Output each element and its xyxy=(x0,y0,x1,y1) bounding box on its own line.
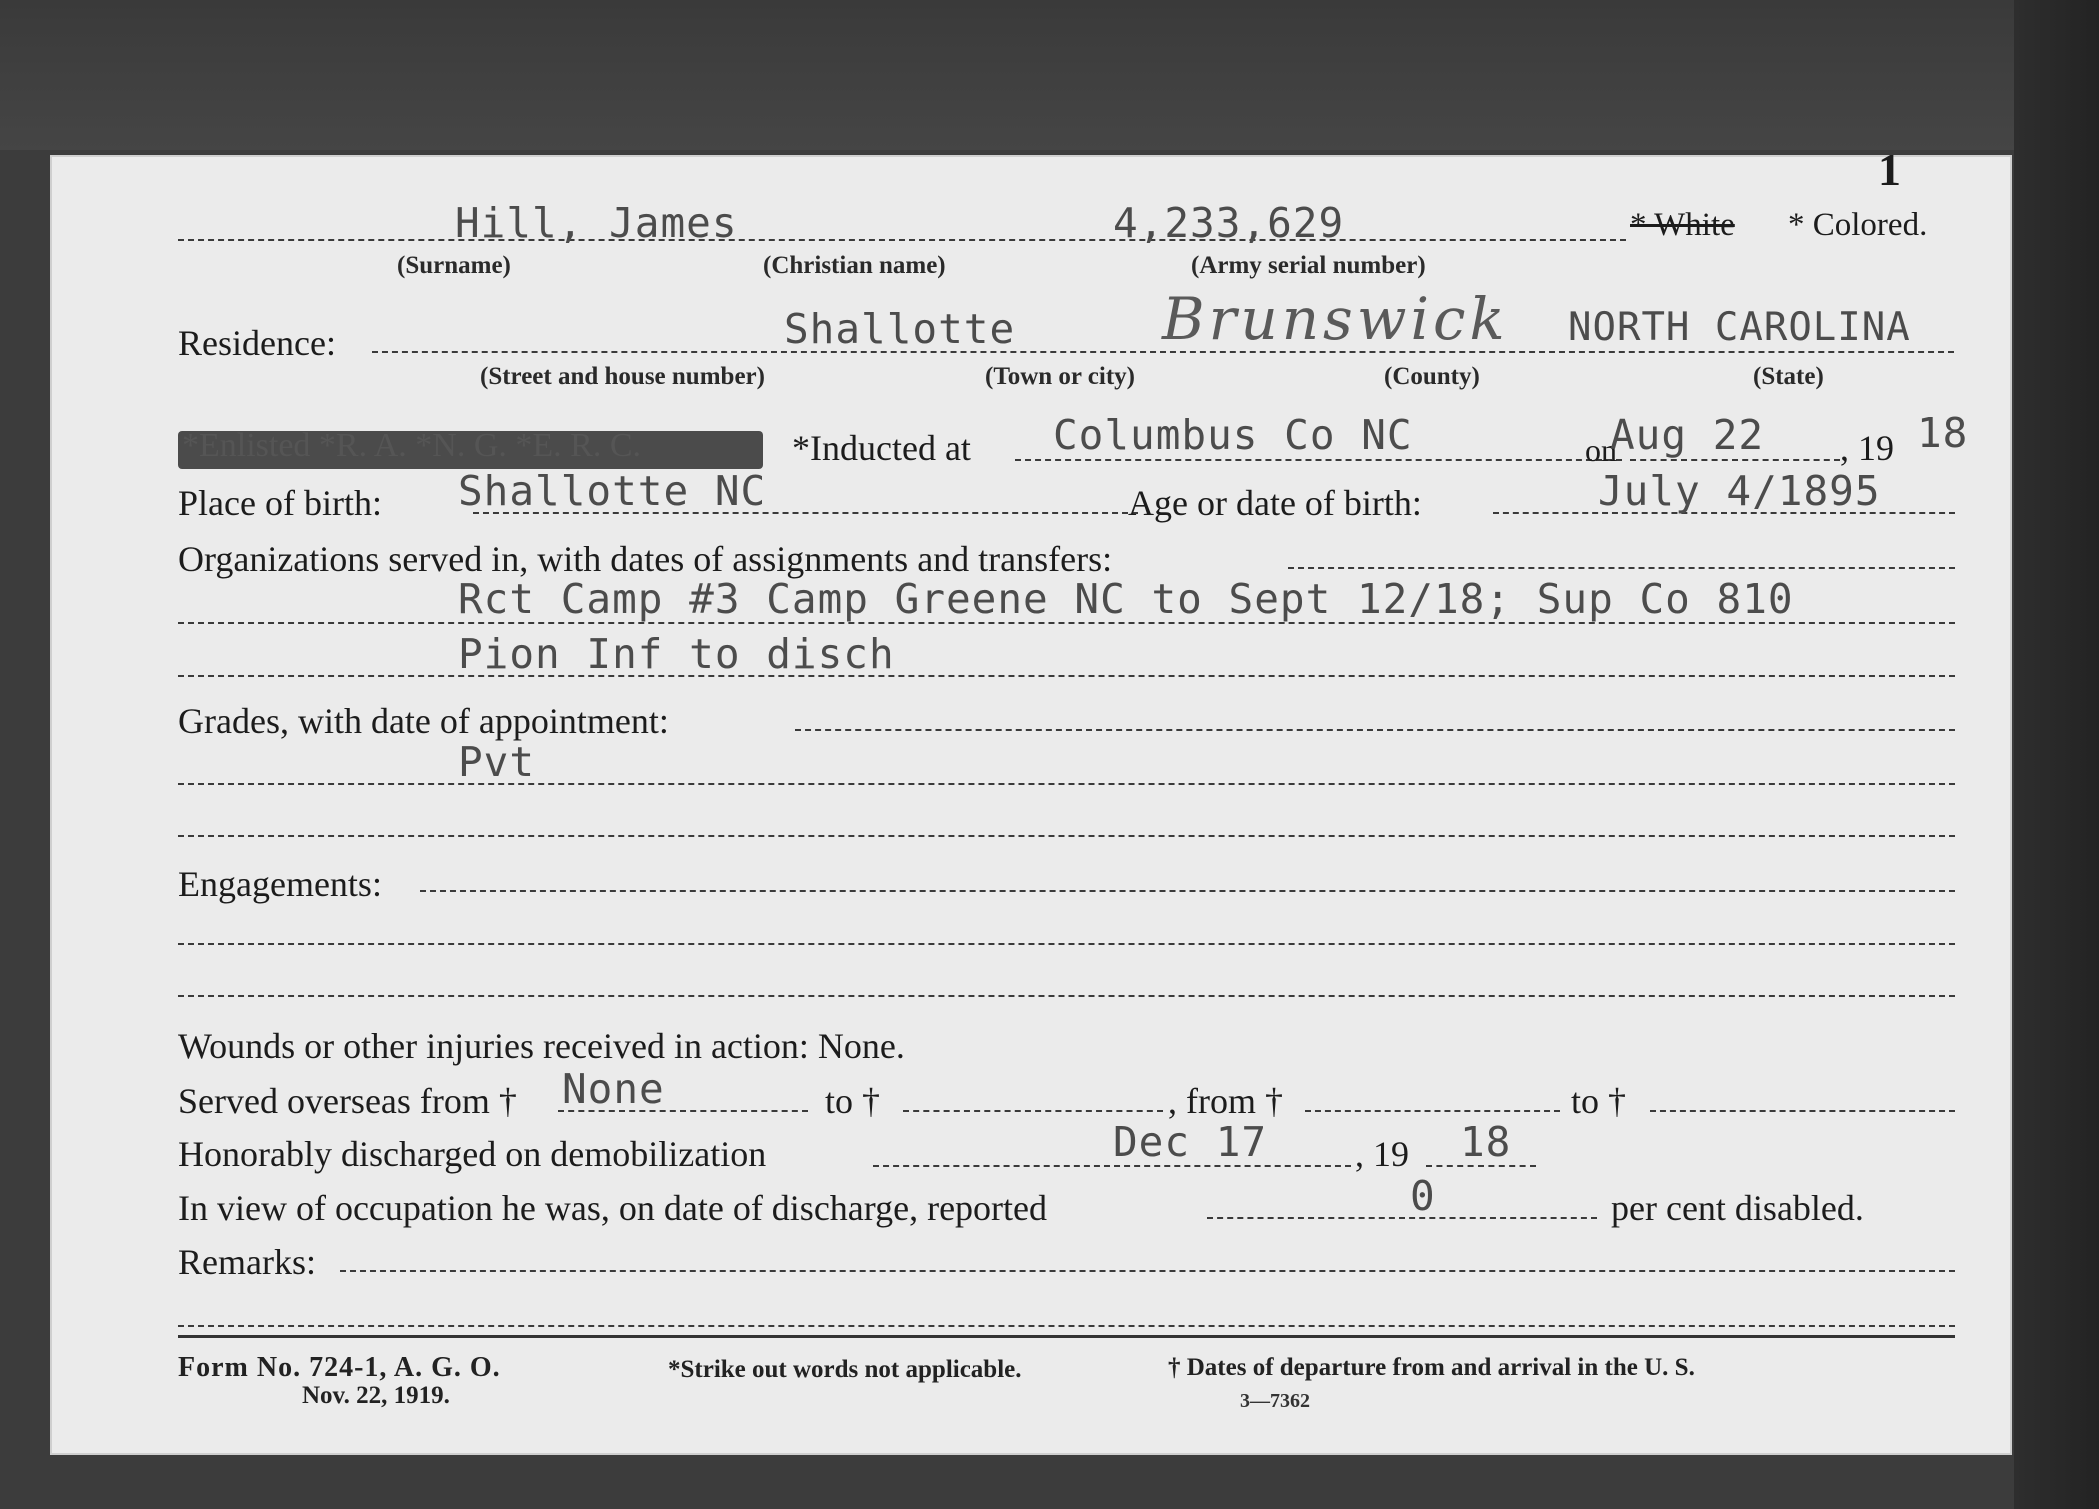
residence-state: NORTH CAROLINA xyxy=(1568,305,1911,350)
residence-label: Residence: xyxy=(178,323,336,363)
print-code: 3—7362 xyxy=(1240,1390,1310,1412)
overseas-label: Served overseas from † xyxy=(178,1081,517,1121)
name-line xyxy=(178,239,1626,241)
inducted-on-label: on xyxy=(1585,432,1617,468)
inducted-date-line xyxy=(1630,459,1840,461)
caption-state: (State) xyxy=(1753,363,1824,390)
caption-christian-name: (Christian name) xyxy=(763,252,946,279)
background-top xyxy=(0,0,2099,150)
serial-number-value: 4,233,629 xyxy=(1113,199,1345,247)
footer-rule xyxy=(178,1335,1955,1338)
disability-label: In view of occupation he was, on date of discharge, reported xyxy=(178,1188,1048,1228)
race-colored: * Colored. xyxy=(1788,207,1928,243)
inducted-line xyxy=(1015,459,1622,461)
engagements-line-1 xyxy=(178,943,1955,945)
inducted-label: *Inducted at xyxy=(792,428,971,468)
residence-county: Brunswick xyxy=(1162,285,1509,353)
overseas-to-line-1 xyxy=(903,1110,1163,1112)
overseas-from-line-2 xyxy=(1305,1110,1560,1112)
grades-label: Grades, with date of appointment: xyxy=(178,701,669,741)
organizations-value-2: Pion Inf to disch xyxy=(458,630,895,678)
form-number: Form No. 724-1, A. G. O. xyxy=(178,1352,501,1383)
birth-date-value: July 4/1895 xyxy=(1598,467,1881,515)
organizations-line-0 xyxy=(1288,567,1955,569)
inducted-place: Columbus Co NC xyxy=(1053,411,1413,459)
discharge-date-line xyxy=(873,1165,1351,1167)
discharge-label: Honorably discharged on demobilization xyxy=(178,1134,767,1174)
engagements-line-0 xyxy=(420,890,1955,892)
caption-town: (Town or city) xyxy=(985,363,1135,390)
overseas-to-label-1: to † xyxy=(825,1081,881,1121)
enlisted-struck-text: *Enlisted *R. A. *N. G. *E. R. C. xyxy=(182,427,642,464)
wounds-text: Wounds or other injuries received in action: None. xyxy=(178,1026,905,1066)
engagements-label: Engagements: xyxy=(178,864,382,904)
birth-place-value: Shallotte NC xyxy=(458,467,767,515)
grades-line-0 xyxy=(795,729,1955,731)
residence-town: Shallotte xyxy=(784,305,1016,353)
name-value: Hill, James xyxy=(455,199,738,247)
caption-surname: (Surname) xyxy=(397,252,511,279)
race-white: * White xyxy=(1630,207,1735,243)
birth-date-label: Age or date of birth: xyxy=(1128,483,1422,523)
background-right xyxy=(2014,0,2099,1509)
inducted-year: 18 xyxy=(1917,409,1969,457)
discharge-year-prefix: , 19 xyxy=(1355,1134,1409,1174)
card-number: 1 xyxy=(1878,144,1901,195)
remarks-line-1 xyxy=(178,1325,1955,1327)
footer-note-dates: † Dates of departure from and arrival in the U. S. xyxy=(1168,1354,1695,1381)
footer-note-strike: *Strike out words not applicable. xyxy=(668,1356,1022,1383)
caption-county: (County) xyxy=(1384,363,1480,390)
disability-suffix: per cent disabled. xyxy=(1611,1188,1864,1228)
inducted-year-prefix: , 19 xyxy=(1840,428,1894,468)
caption-street: (Street and house number) xyxy=(480,363,765,390)
disability-line xyxy=(1207,1217,1597,1219)
disability-value: 0 xyxy=(1410,1172,1436,1220)
overseas-to-line-2 xyxy=(1650,1110,1955,1112)
overseas-from-value: None xyxy=(562,1065,665,1113)
inducted-date: Aug 22 xyxy=(1610,411,1765,459)
organizations-value-1: Rct Camp #3 Camp Greene NC to Sept 12/18; Sup Co 810 xyxy=(458,575,1794,623)
organizations-line-2 xyxy=(178,675,1955,677)
overseas-from-label-2: , from † xyxy=(1168,1081,1283,1121)
grades-line-2 xyxy=(178,835,1955,837)
birth-place-label: Place of birth: xyxy=(178,483,382,523)
organizations-label: Organizations served in, with dates of assignments and transfers: xyxy=(178,539,1113,579)
grades-value: Pvt xyxy=(458,738,536,786)
engagements-line-2 xyxy=(178,995,1955,997)
discharge-date: Dec 17 xyxy=(1113,1118,1268,1166)
discharge-year: 18 xyxy=(1460,1118,1512,1166)
service-record-card xyxy=(50,144,2012,1455)
overseas-to-label-2: to † xyxy=(1571,1081,1627,1121)
remarks-label: Remarks: xyxy=(178,1242,316,1282)
grades-line-1 xyxy=(178,783,1955,785)
form-date: Nov. 22, 1919. xyxy=(302,1382,450,1409)
caption-serial: (Army serial number) xyxy=(1191,252,1426,279)
remarks-line-0 xyxy=(340,1270,1955,1272)
